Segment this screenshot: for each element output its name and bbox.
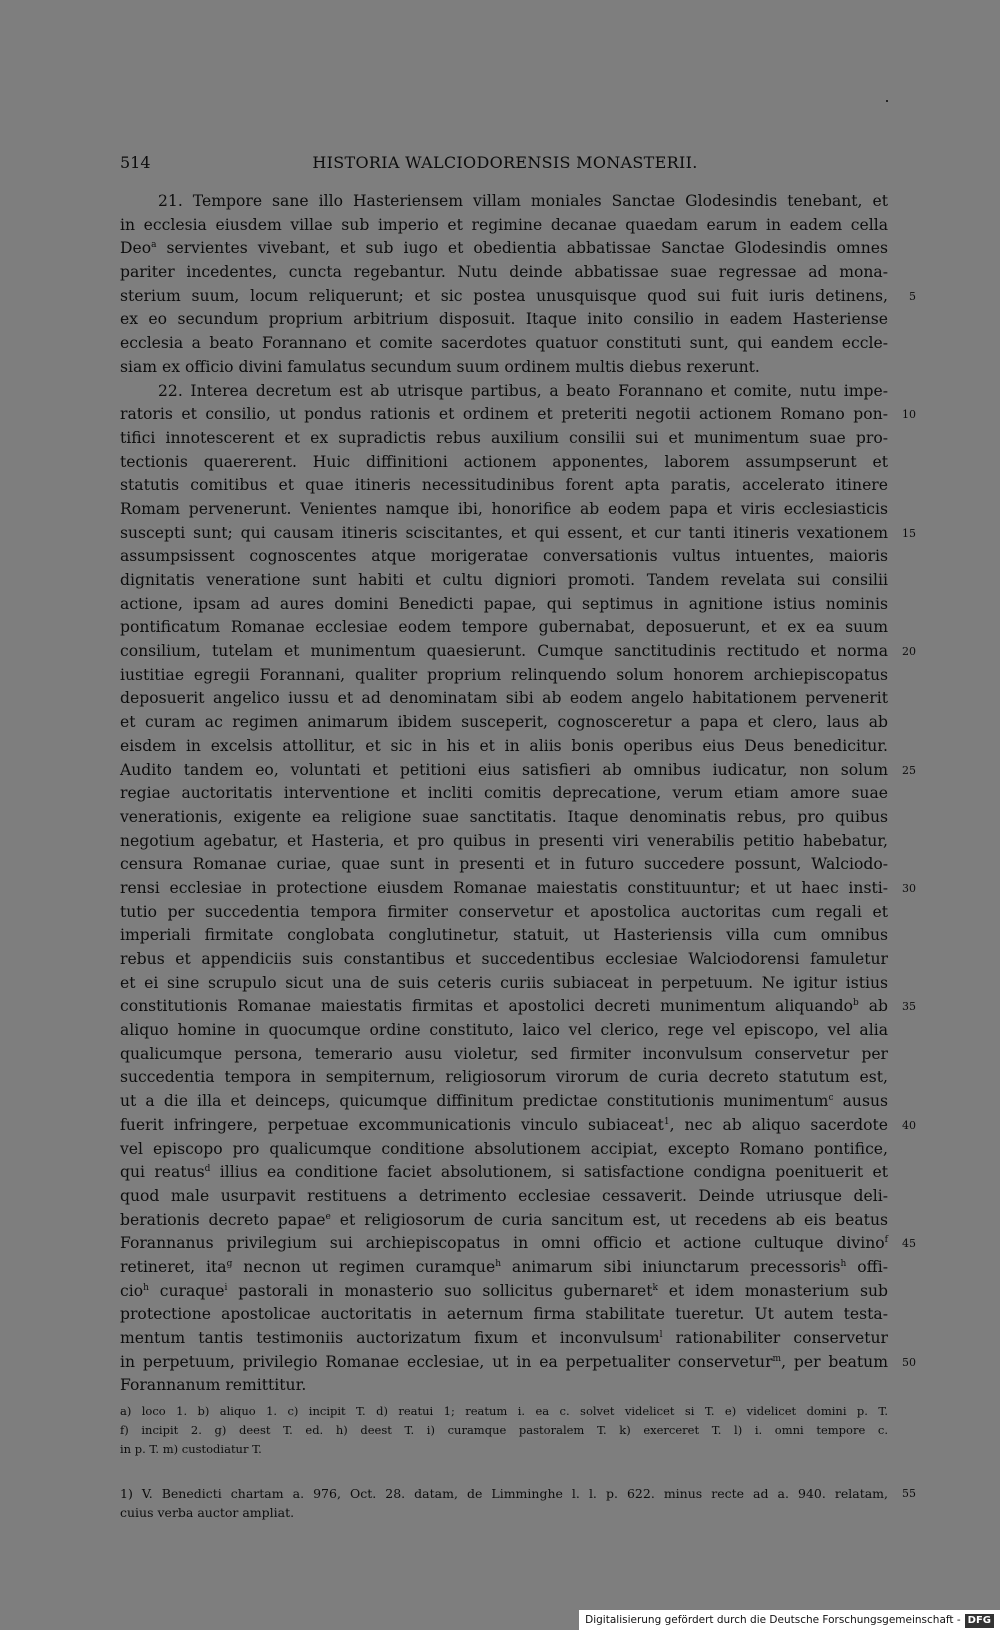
text-line: Forannanum remittitur.: [120, 1376, 307, 1395]
text-line: quod male usurpavit restituens a detrimento ecclesiae cessaverit. Deinde utriusque deli-: [120, 1186, 888, 1205]
text-line: tutio per succedentia tempora firmiter conservetur et apostolica auctoritas cum regali et: [120, 902, 888, 921]
text-line: aliquo homine in quocumque ordine constituto, laico vel clerico, rege vel episcopo, vel alia: [120, 1021, 888, 1040]
text-line: cio$^h$ curaque$^i$ pastorali in monasterio suo sollicitus gubernaret$^k$ et idem monasterium sub: [120, 1281, 888, 1300]
text-line: qualicumque persona, temerario ausu violetur, sed firmiter inconvulsum conservetur per: [120, 1044, 888, 1063]
text-line: ex eo secundum proprium arbitrium disposuit. Itaque inito consilio in eadem Hasteriense: [120, 310, 888, 329]
text-line: 1) V. Benedicti chartam a. 976, Oct. 28. datam, de Limminghe l. l. p. 622. minus recte ad a. 940. relatam, 55: [120, 1486, 916, 1501]
line-number: 10: [902, 408, 916, 422]
text-line: constitutionis Romanae maiestatis firmitas et apostolici decreti munimentum aliquando$^b$ ab 35: [120, 995, 888, 1019]
line-number: 30: [902, 881, 916, 895]
text-line: tectionis quaererent. Huic diffinitioni actionem apponentes, laborem assumpserunt et: [120, 452, 888, 471]
text-line: consilium, tutelam et munimentum quaesierunt. Cumque sanctitudinis rectitudo et norma 20: [120, 640, 888, 664]
line-number: 5: [909, 289, 916, 303]
footer-text: Digitalisierung gefördert durch die Deutsche Forschungsgemeinschaft -: [585, 1614, 961, 1626]
text-line: statutis comitibus et quae itineris necessitudinibus forent apta paratis, accelerato itinere: [120, 476, 888, 495]
text-line: negotium agebatur, et Hasteria, et pro quibus in presenti viri venerabilis petitio habebatur,: [120, 831, 888, 850]
text-line: Forannanus privilegium sui archiepiscopatus in omni officio et actione cultuque divino$^f$ 45: [120, 1232, 888, 1256]
line-number: 55: [902, 1487, 916, 1500]
text-line: pontificatum Romanae ecclesiae eodem tempore gubernabat, deposuerunt, et ex ea suum: [120, 618, 888, 637]
historical-footnote: [120, 1484, 916, 1522]
text-line: rensi ecclesiae in protectione eiusdem Romanae maiestatis constituuntur; et ut haec insti- 30: [120, 877, 888, 901]
text-line: et ei sine scrupulo sicut una de suis ceteris curiis subiaceat in perpetuum. Ne igitur istius: [120, 973, 888, 992]
line-number: 25: [902, 763, 916, 777]
text-line: retineret, ita$^g$ necnon ut regimen curamque$^h$ animarum sibi iniunctarum precessoris$^h$ offi-: [120, 1257, 888, 1276]
text-line: f) incipit 2. g) deest T. ed. h) deest T. i) curamque pastoralem T. k) exerceret T. l) i. omni tempore c.: [120, 1423, 888, 1437]
text-line: succedentia tempora in sempiternum, religiosorum virorum de curia decreto statutum est,: [120, 1068, 888, 1087]
page-number: 514: [120, 153, 151, 172]
digitization-footer: [579, 1610, 1000, 1630]
text-line: dignitatis veneratione sunt habiti et cultu digniori promoti. Tandem revelata sui consilii: [120, 571, 888, 589]
text-line: berationis decreto papae$^e$ et religiosorum de curia sancitum est, ut recedens ab eis beatus: [120, 1210, 888, 1229]
text-line: actione, ipsam ad aures domini Benedicti papae, qui septimus in agnitione istius nominis: [120, 594, 888, 613]
text-line: rebus et appendiciis suis constantibus et succedentibus ecclesiae Walciodorensi famuletur: [120, 950, 888, 968]
text-line: vel episcopo pro qualicumque conditione absolutionem accipiat, excepto Romano pontifice,: [120, 1139, 888, 1158]
text-line: qui reatus$^d$ illius ea conditione faciet absolutionem, si satisfactione condigna poenituerit et: [120, 1163, 888, 1182]
text-line: cuius verba auctor ampliat.: [120, 1505, 295, 1520]
main-text: [120, 190, 916, 1398]
text-line: pariter incedentes, cuncta regebantur. Nutu deinde abbatissae suae regressae ad mona-: [120, 263, 888, 282]
text-line: imperiali firmitate conglobata conglutinetur, statuit, ut Hasteriensis villa cum omnibus: [120, 926, 888, 945]
text-line: mentum tantis testimoniis auctorizatum fixum et inconvulsum$^l$ rationabiliter conservetur: [120, 1329, 888, 1347]
text-line: Audito tandem eo, voluntati et petitioni eius satisfieri ab omnibus iudicatur, non solum 25: [120, 759, 888, 783]
text-line: Romam pervenerunt. Venientes namque ibi, honorifice ab eodem papa et viris ecclesiasticis: [120, 499, 888, 518]
dfg-logo: DFG: [965, 1614, 994, 1628]
text-line: ut a die illa et deinceps, quicumque diffinitum predictae constitutionis munimentum$^c$ ausus: [120, 1092, 888, 1111]
text-line: tifici innotescerent et ex supradictis rebus auxilium consilii sui et munimentum suae pro-: [120, 428, 888, 447]
text-line: 21. Tempore sane illo Hasteriensem villam moniales Sanctae Glodesindis tenebant, et: [158, 192, 888, 210]
scan-speck: [886, 100, 888, 102]
text-line: eisdem in excelsis attollitur, et sic in his et in aliis bonis operibus eius Deus benedicitur.: [120, 736, 888, 755]
page-header: [120, 150, 890, 176]
text-line: ecclesia a beato Forannano et comite sacerdotes quatuor constituti sunt, qui eandem eccle-: [120, 334, 888, 353]
critical-apparatus: [120, 1402, 888, 1459]
text-line: 22. Interea decretum est ab utrisque partibus, a beato Forannano et comite, nutu impe-: [158, 381, 888, 400]
text-line: deposuerit angelico iussu et ad denominatam sibi ab eodem angelo habitationem pervenerit: [120, 689, 888, 708]
text-line: venerationis, exigente ea religione suae sanctitatis. Itaque denominatis rebus, pro quibus: [120, 807, 888, 826]
text-line: assumpsissent cognoscentes atque morigeratae conversationis vultus intuentes, maioris: [120, 547, 888, 566]
text-line: in perpetuum, privilegio Romanae ecclesiae, ut in ea perpetualiter conservetur$^m$, per beatum 50: [120, 1351, 888, 1375]
text-line: in p. T. m) custodiatur T.: [120, 1442, 262, 1456]
text-line: regiae auctoritatis interventione et incliti comitis deprecatione, verum etiam amore suae: [120, 784, 888, 803]
line-number: 50: [902, 1355, 916, 1369]
line-number: 20: [902, 645, 916, 659]
text-line: censura Romanae curiae, quae sunt in presenti et in futuro succedere possunt, Walciodo-: [120, 855, 888, 874]
text-line: ratoris et consilio, ut pondus rationis et ordinem et preteriti negotii actionem Romano pon- 10: [120, 403, 888, 427]
line-number: 15: [902, 526, 916, 540]
text-line: protectione apostolicae auctoritatis in aeternum firma stabilitate tueretur. Ut autem testa-: [120, 1305, 888, 1324]
running-title: HISTORIA WALCIODORENSIS MONASTERII.: [312, 153, 698, 172]
line-number: 45: [902, 1237, 916, 1251]
text-line: iustitiae egregii Forannani, qualiter proprium relinquendo solum honorem archiepiscopatus: [120, 665, 888, 684]
text-line: suscepti sunt; qui causam itineris sciscitantes, et qui essent, et cur tanti itineris vexationem 15: [120, 522, 888, 546]
line-number: 40: [902, 1118, 916, 1132]
text-line: et curam ac regimen animarum ibidem susceperit, cognosceretur a papa et clero, laus ab: [120, 713, 888, 732]
text-line: sterium suum, locum reliquerunt; et sic postea unusquisque quod sui fuit iuris detinens, 5: [120, 285, 888, 309]
text-line: Deo$^a$ servientes vivebant, et sub iugo et obedientia abbatissae Sanctae Glodesindis omnes: [120, 239, 888, 258]
line-number: 35: [902, 1000, 916, 1014]
text-line: fuerit infringere, perpetuae excommunicationis vinculo subiaceat$^1$, nec ab aliquo sacerdote 40: [120, 1114, 888, 1138]
text-line: a) loco 1. b) aliquo 1. c) incipit T. d) reatui 1; reatum i. ea c. solvet videlicet si T. e) videlicet domini p. T.: [120, 1404, 888, 1418]
text-line: in ecclesia eiusdem villae sub imperio et regimine decanae quaedam earum in eadem cella: [120, 215, 888, 234]
text-line: siam ex officio divini famulatus secundum suum ordinem multis diebus rexerunt.: [120, 357, 760, 376]
